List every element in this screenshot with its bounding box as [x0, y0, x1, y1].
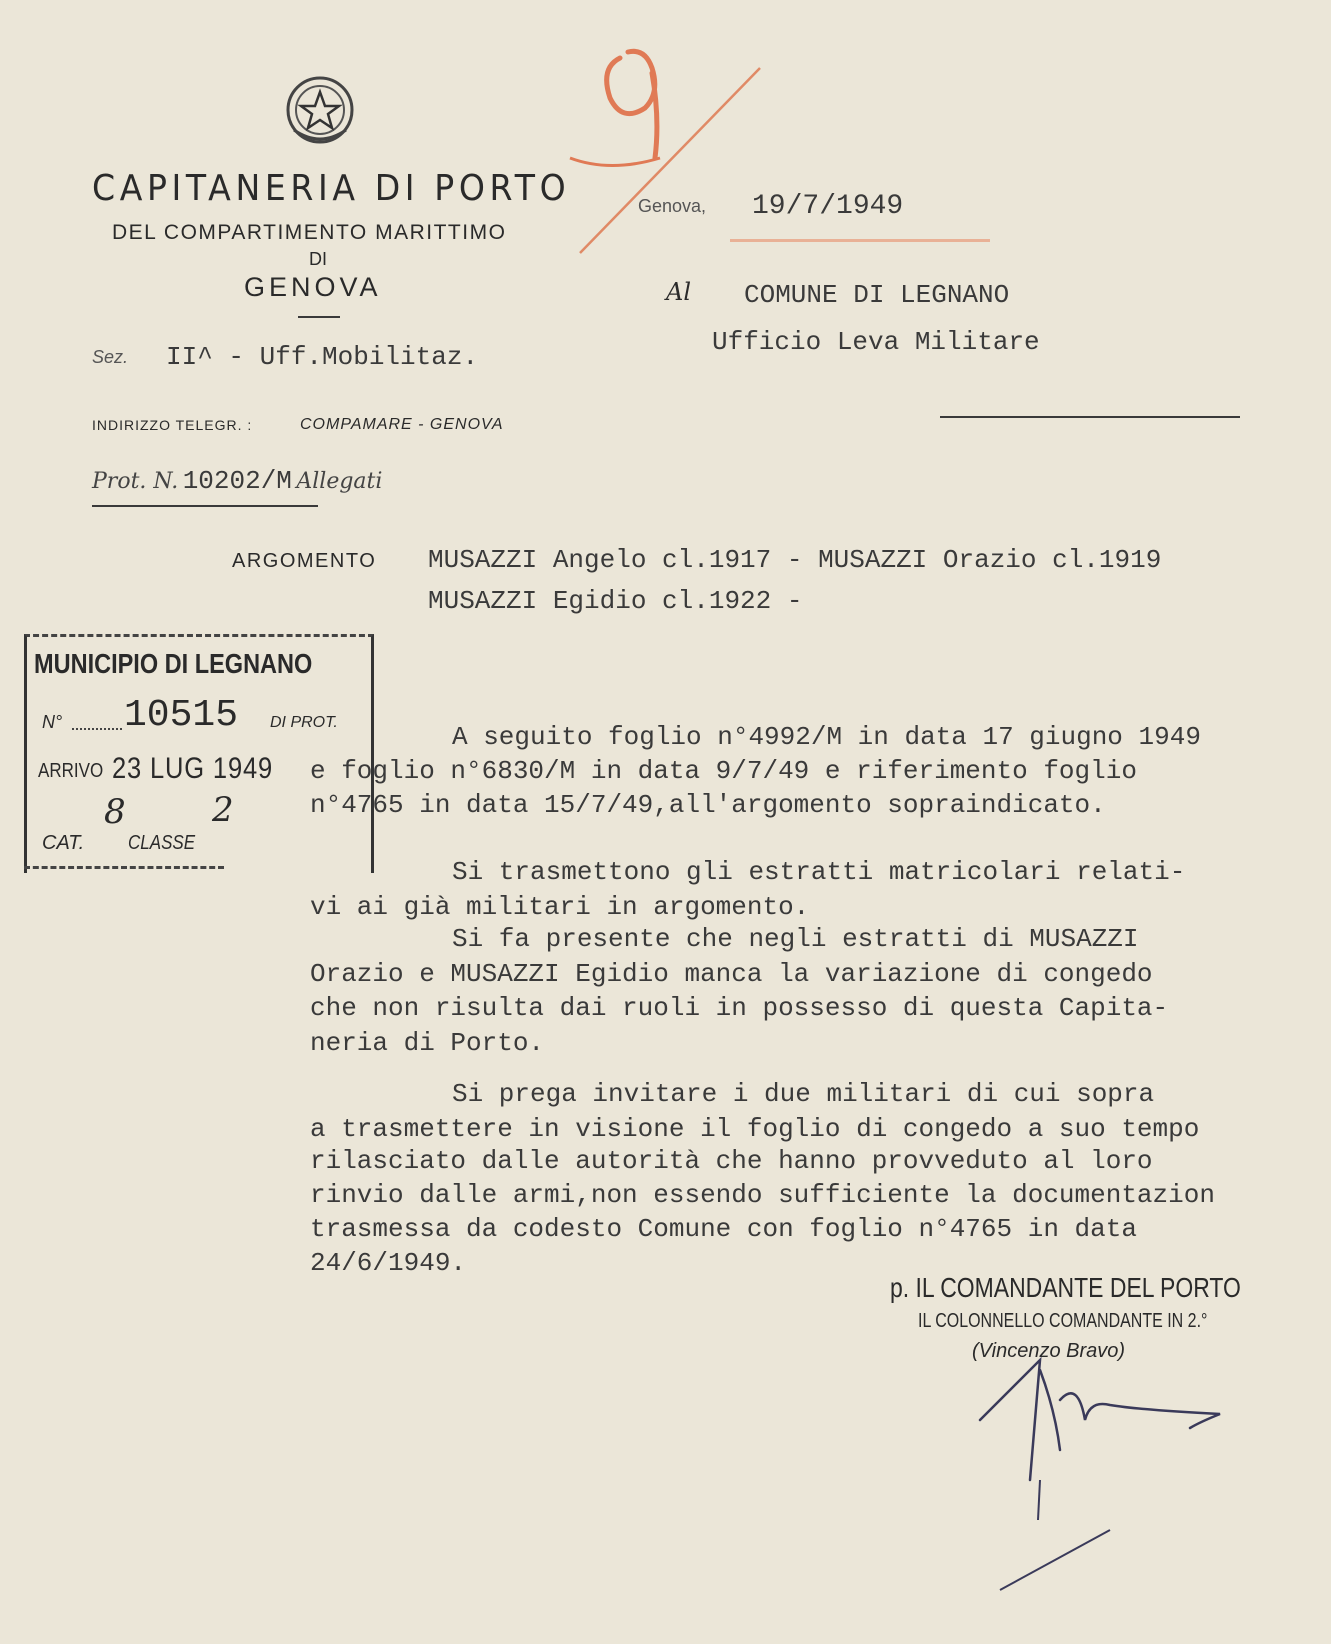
date-underline [730, 239, 990, 242]
date-value: 19/7/1949 [752, 191, 904, 222]
allegati-label: Allegati [296, 469, 383, 494]
paragraph-4-line-1: Si prega invitare i due militari di cui sopra [452, 1079, 1155, 1109]
date-place: Genova, [638, 196, 707, 216]
paragraph-4-line-4: rinvio dalle armi,non essendo sufficiente la documentazion [310, 1180, 1215, 1210]
stamp-no-value: 10515 [124, 694, 239, 737]
office-title: CAPITANERIA DI PORTO [92, 168, 571, 209]
emblem-icon [280, 70, 360, 150]
paragraph-1-line-2: e foglio n°6830/M in data 9/7/49 e riferimento foglio [310, 756, 1137, 786]
stamp-no-dots [72, 728, 122, 730]
signature-line3: (Vincenzo Bravo) [972, 1340, 1126, 1362]
stamp-cat-value: 8 [104, 792, 126, 832]
stamp-no-label: N° [42, 712, 63, 732]
paragraph-2-line-2: vi ai già militari in argomento. [310, 892, 810, 922]
stamp-arrivo-label: ARRIVO [38, 760, 104, 782]
prot-line [92, 466, 382, 496]
recipient-prefix: Al [666, 278, 692, 306]
prot-value: 10202/M [182, 466, 292, 496]
stamp-cat-label: CAT. [42, 832, 85, 854]
stamp-classe-label: CLASSE [128, 832, 196, 854]
signature-line2: IL COLONNELLO COMANDANTE IN 2.° [918, 1310, 1208, 1332]
telegraph-value: COMPAMARE - GENOVA [300, 416, 504, 433]
section-value: II^ - Uff.Mobilitaz. [166, 342, 479, 372]
prot-underline [92, 505, 318, 507]
subject-label: ARGOMENTO [232, 550, 377, 572]
stamp-edge [24, 866, 224, 869]
paragraph-2-line-1: Si trasmettono gli estratti matricolari relati- [452, 857, 1186, 887]
paragraph-4-line-2: a trasmettere in visione il foglio di congedo a suo tempo [310, 1114, 1200, 1144]
paragraph-1-line-3: n°4765 in data 15/7/49,all'argomento sopraindicato. [310, 790, 1106, 820]
city-line: GENOVA [244, 272, 382, 302]
signature-line1: p. IL COMANDANTE DEL PORTO [890, 1272, 1241, 1303]
recipient-line2: Ufficio Leva Militare [712, 327, 1040, 357]
prot-label: Prot. N. [92, 469, 179, 494]
subject-line2: MUSAZZI Egidio cl.1922 - [428, 586, 803, 616]
paragraph-3-line-1: Si fa presente che negli estratti di MUSAZZI [452, 924, 1139, 954]
paragraph-4-line-6: 24/6/1949. [310, 1248, 467, 1278]
paragraph-3-line-4: neria di Porto. [310, 1028, 545, 1058]
stamp-prot-label: DI PROT. [270, 714, 338, 731]
subject-line1: MUSAZZI Angelo cl.1917 - MUSAZZI Orazio cl.1919 [428, 545, 1162, 575]
recipient-line1: COMUNE DI LEGNANO [744, 280, 1010, 310]
paragraph-3-line-2: Orazio e MUSAZZI Egidio manca la variazione di congedo [310, 959, 1153, 989]
di-line: DI [309, 249, 327, 269]
paragraph-4-line-5: trasmessa da codesto Comune con foglio n°4765 in data [310, 1214, 1137, 1244]
handwritten-signature-icon [960, 1340, 1240, 1600]
paragraph-1-line-1: A seguito foglio n°4992/M in data 17 giugno 1949 [452, 722, 1201, 752]
stamp-classe-value: 2 [212, 790, 234, 830]
paragraph-3-line-3: che non risulta dai ruoli in possesso di questa Capita- [310, 993, 1169, 1023]
compartment-line: DEL COMPARTIMENTO MARITTIMO [112, 221, 507, 244]
stamp-arrivo-value: 23 LUG 1949 [112, 752, 274, 785]
paragraph-4-line-3: rilasciato dalle autorità che hanno provveduto al loro [310, 1146, 1153, 1176]
stamp-title: MUNICIPIO DI LEGNANO [34, 648, 313, 679]
section-label: Sez. [92, 347, 129, 367]
letterhead-divider [298, 316, 340, 318]
recipient-rule [940, 416, 1240, 418]
telegraph-label: INDIRIZZO TELEGR. : [92, 417, 253, 433]
red-pencil-mark-icon [560, 28, 820, 268]
